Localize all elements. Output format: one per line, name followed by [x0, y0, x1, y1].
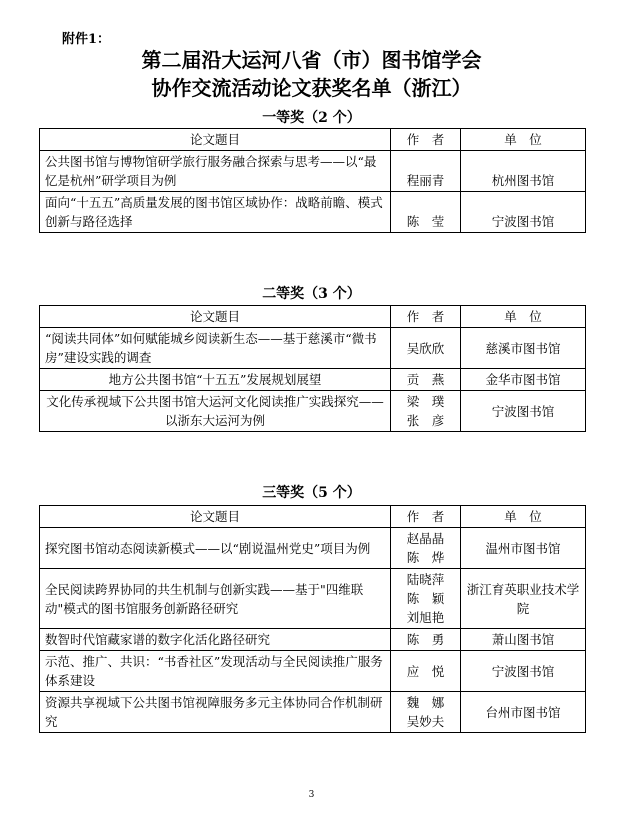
header-unit: 单 位 [461, 506, 586, 528]
paper-unit: 宁波图书馆 [461, 651, 586, 692]
paper-author: 应 悦 [391, 651, 461, 692]
table-header-row [40, 129, 586, 151]
first-prize-heading: 一等奖（2 个） [262, 110, 361, 126]
table-row [40, 151, 586, 192]
header-title: 论文题目 [40, 306, 391, 328]
third-prize-heading: 三等奖（5 个） [262, 485, 361, 501]
header-unit: 单 位 [461, 306, 586, 328]
paper-author: 梁 璞 张 彦 [391, 391, 461, 432]
table-row [40, 569, 586, 629]
header-author: 作 者 [391, 506, 461, 528]
paper-title: 全民阅读跨界协同的共生机制与创新实践——基于"四维联动"模式的图书馆服务创新路径研究 [40, 569, 391, 629]
paper-title: 公共图书馆与博物馆研学旅行服务融合探索与思考——以“最忆是杭州”研学项目为例 [40, 151, 391, 192]
header-title: 论文题目 [40, 506, 391, 528]
paper-unit: 台州市图书馆 [461, 692, 586, 733]
table-header-row [40, 306, 586, 328]
table-header-row [40, 506, 586, 528]
table-row [40, 328, 586, 369]
page-number: 3 [308, 790, 315, 800]
paper-author: 吴欣欣 [391, 328, 461, 369]
paper-author: 陆晓萍 陈 颖 刘旭艳 [391, 569, 461, 629]
paper-author: 魏 娜 吴妙夫 [391, 692, 461, 733]
table-row [40, 651, 586, 692]
attachment-label: 附件1： [62, 32, 111, 47]
paper-title: 数智时代馆藏家谱的数字化活化路径研究 [40, 629, 391, 651]
paper-title: “阅读共同体”如何赋能城乡阅读新生态——基于慈溪市“微书房”建设实践的调查 [40, 328, 391, 369]
paper-author: 陈 勇 [391, 629, 461, 651]
paper-title: 面向“十五五”高质量发展的图书馆区域协作：战略前瞻、模式创新与路径选择 [40, 192, 391, 233]
table-row [40, 391, 586, 432]
paper-title: 地方公共图书馆“十五五”发展规划展望 [40, 369, 391, 391]
paper-author: 贡 燕 [391, 369, 461, 391]
paper-author: 程丽青 [391, 151, 461, 192]
table-row [40, 192, 586, 233]
paper-unit: 宁波图书馆 [461, 192, 586, 233]
second-prize-heading: 二等奖（3 个） [262, 286, 361, 302]
paper-unit: 金华市图书馆 [461, 369, 586, 391]
header-author: 作 者 [391, 129, 461, 151]
document-title-line1: 第二届沿大运河八省（市）图书馆学会 [141, 48, 482, 72]
paper-author: 陈 莹 [391, 192, 461, 233]
first-prize-table [39, 128, 586, 233]
paper-unit: 萧山图书馆 [461, 629, 586, 651]
paper-unit: 慈溪市图书馆 [461, 328, 586, 369]
paper-title: 文化传承视域下公共图书馆大运河文化阅读推广实践探究——以浙东大运河为例 [40, 391, 391, 432]
header-author: 作 者 [391, 306, 461, 328]
table-row [40, 629, 586, 651]
header-title: 论文题目 [40, 129, 391, 151]
table-row [40, 528, 586, 569]
paper-unit: 杭州图书馆 [461, 151, 586, 192]
paper-title: 探究图书馆动态阅读新模式——以“剧说温州党史”项目为例 [40, 528, 391, 569]
paper-unit: 宁波图书馆 [461, 391, 586, 432]
table-row [40, 369, 586, 391]
paper-unit: 温州市图书馆 [461, 528, 586, 569]
paper-unit: 浙江育英职业技术学院 [461, 569, 586, 629]
table-row [40, 692, 586, 733]
header-unit: 单 位 [461, 129, 586, 151]
document-title-line2: 协作交流活动论文获奖名单（浙江） [151, 76, 472, 100]
paper-author: 赵晶晶 陈 烨 [391, 528, 461, 569]
third-prize-table [39, 505, 586, 733]
second-prize-table [39, 305, 586, 432]
paper-title: 示范、推广、共识：“书香社区”发现活动与全民阅读推广服务体系建设 [40, 651, 391, 692]
paper-title: 资源共享视域下公共图书馆视障服务多元主体协同合作机制研究 [40, 692, 391, 733]
